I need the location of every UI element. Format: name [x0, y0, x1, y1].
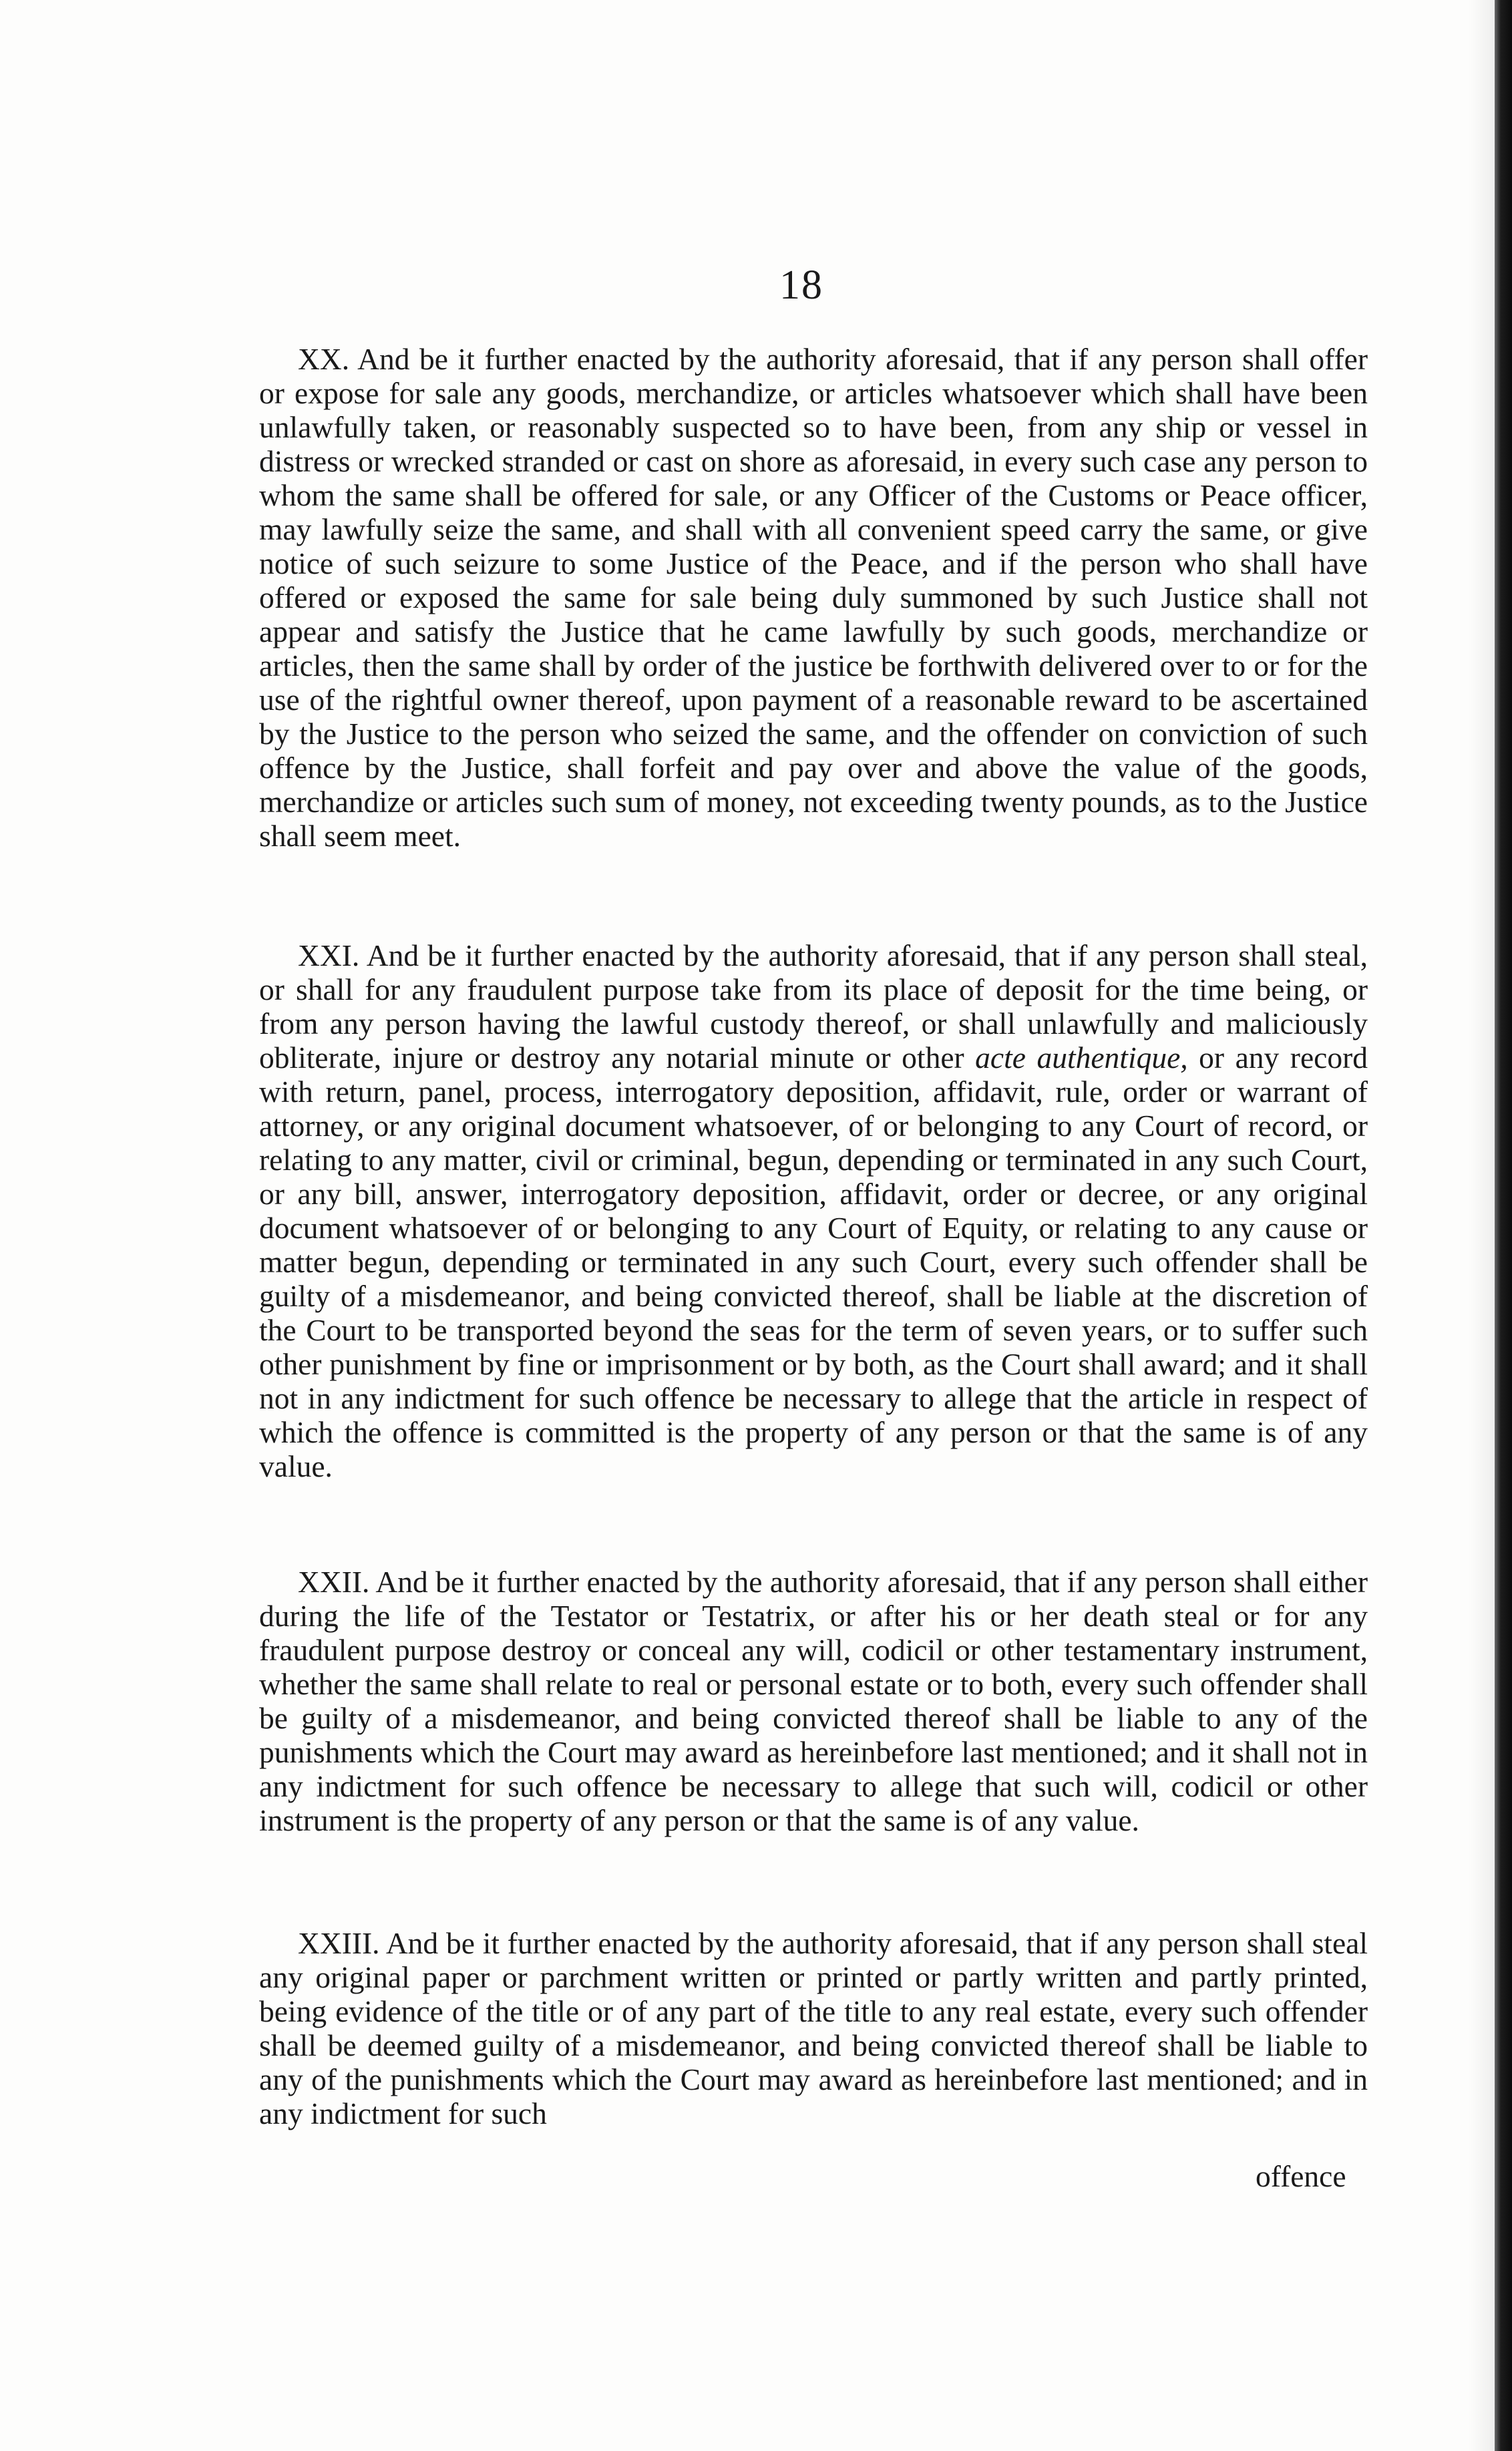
- binding-shadow: [1468, 0, 1495, 2451]
- section-xxi-text-start: XXI. And be it further enacted by the authority aforesaid, that if any person shall steal, or shall for any fraudulent purpose take from its place of deposit for the time being, or from any person having the lawful custody thereof, or shall unlawfully and maliciously obliterate, injure or destroy any notarial minute or other: [259, 938, 1368, 1075]
- section-xxi-text: [259, 938, 1368, 1483]
- section-xxii: [259, 1565, 1368, 1837]
- section-xxi-text-end: or any record with return, panel, process, interrogatory deposition, affidavit, rule, order or warrant of attorney, or any original document whatsoever, of or belonging to any Court of record, or relating to any matter, civil or criminal, begun, depending or terminated in any such Court, or any bill, answer, interrogatory deposition, affidavit, order or decree, or any original document whatsoever of or belonging to any Court of Equity, or relating to any cause or matter begun, depending or terminated in any such Court, every such offender shall be guilty of a misdemeanor, and being convicted thereof, shall be liable at the discretion of the Court to be transported beyond the seas for the term of seven years, or to suffer such other punishment by fine or imprisonment or by both, as the Court shall award; and it shall not in any indictment for such offence be necessary to allege that the article in respect of which the offence is committed is the property of any person or that the same is of any value.: [259, 1041, 1368, 1483]
- page-number: 18: [779, 262, 823, 308]
- section-xx-text: XX. And be it further enacted by the authority aforesaid, that if any person shall offer or expose for sale any goods, merchandize, or articles whatsoever which shall have been unlawfully taken, or reasonably suspected so to have been, from any ship or vessel in distress or wrecked stranded or cast on shore as aforesaid, in every such case any person to whom the same shall be offered for sale, or any Officer of the Customs or Peace officer, may lawfully seize the same, and shall with all convenient speed carry the same, or give notice of such seizure to some Justice of the Peace, and if the person who shall have offered or exposed the same for sale being duly summoned by such Justice shall not appear and satisfy the Justice that he came lawfully by such goods, merchandize or articles, then the same shall by order of the justice be forthwith delivered over to or for the use of the rightful owner thereof, upon payment of a reasonable reward to be ascertained by the Justice to the person who seized the same, and the offender on conviction of such offence by the Justice, shall forfeit and pay over and above the value of the goods, merchandize or articles such sum of money, not exceeding twenty pounds, as to the Justice shall seem meet.: [259, 342, 1368, 853]
- section-xxi-italic-phrase: acte authentique,: [975, 1041, 1188, 1075]
- section-xxiii-text: XXIII. And be it further enacted by the authority aforesaid, that if any person shall steal any original paper or parchment written or printed or partly written and partly printed, being evidence of the title or of any part of the title to any real estate, every such offender shall be deemed guilty of a misdemeanor, and being convicted thereof shall be liable to any of the punishments which the Court may award as hereinbefore last mentioned; and in any indictment for such: [259, 1926, 1368, 2130]
- section-xx: [259, 342, 1368, 853]
- section-xxiii: [259, 1926, 1368, 2130]
- binding-edge: [1495, 0, 1512, 2451]
- catchword: offence: [1256, 2159, 1346, 2193]
- section-xxii-text: XXII. And be it further enacted by the authority aforesaid, that if any person shall either during the life of the Testator or Testatrix, or after his or her death steal or for any fraudulent purpose destroy or conceal any will, codicil or other testamentary instrument, whether the same shall relate to real or personal estate or to both, every such offender shall be guilty of a misdemeanor, and being convicted thereof shall be liable to any of the punishments which the Court may award as hereinbefore last mentioned; and it shall not in any indictment for such offence be necessary to allege that such will, codicil or other instrument is the property of any person or that the same is of any value.: [259, 1565, 1368, 1837]
- section-xxi: [259, 938, 1368, 1483]
